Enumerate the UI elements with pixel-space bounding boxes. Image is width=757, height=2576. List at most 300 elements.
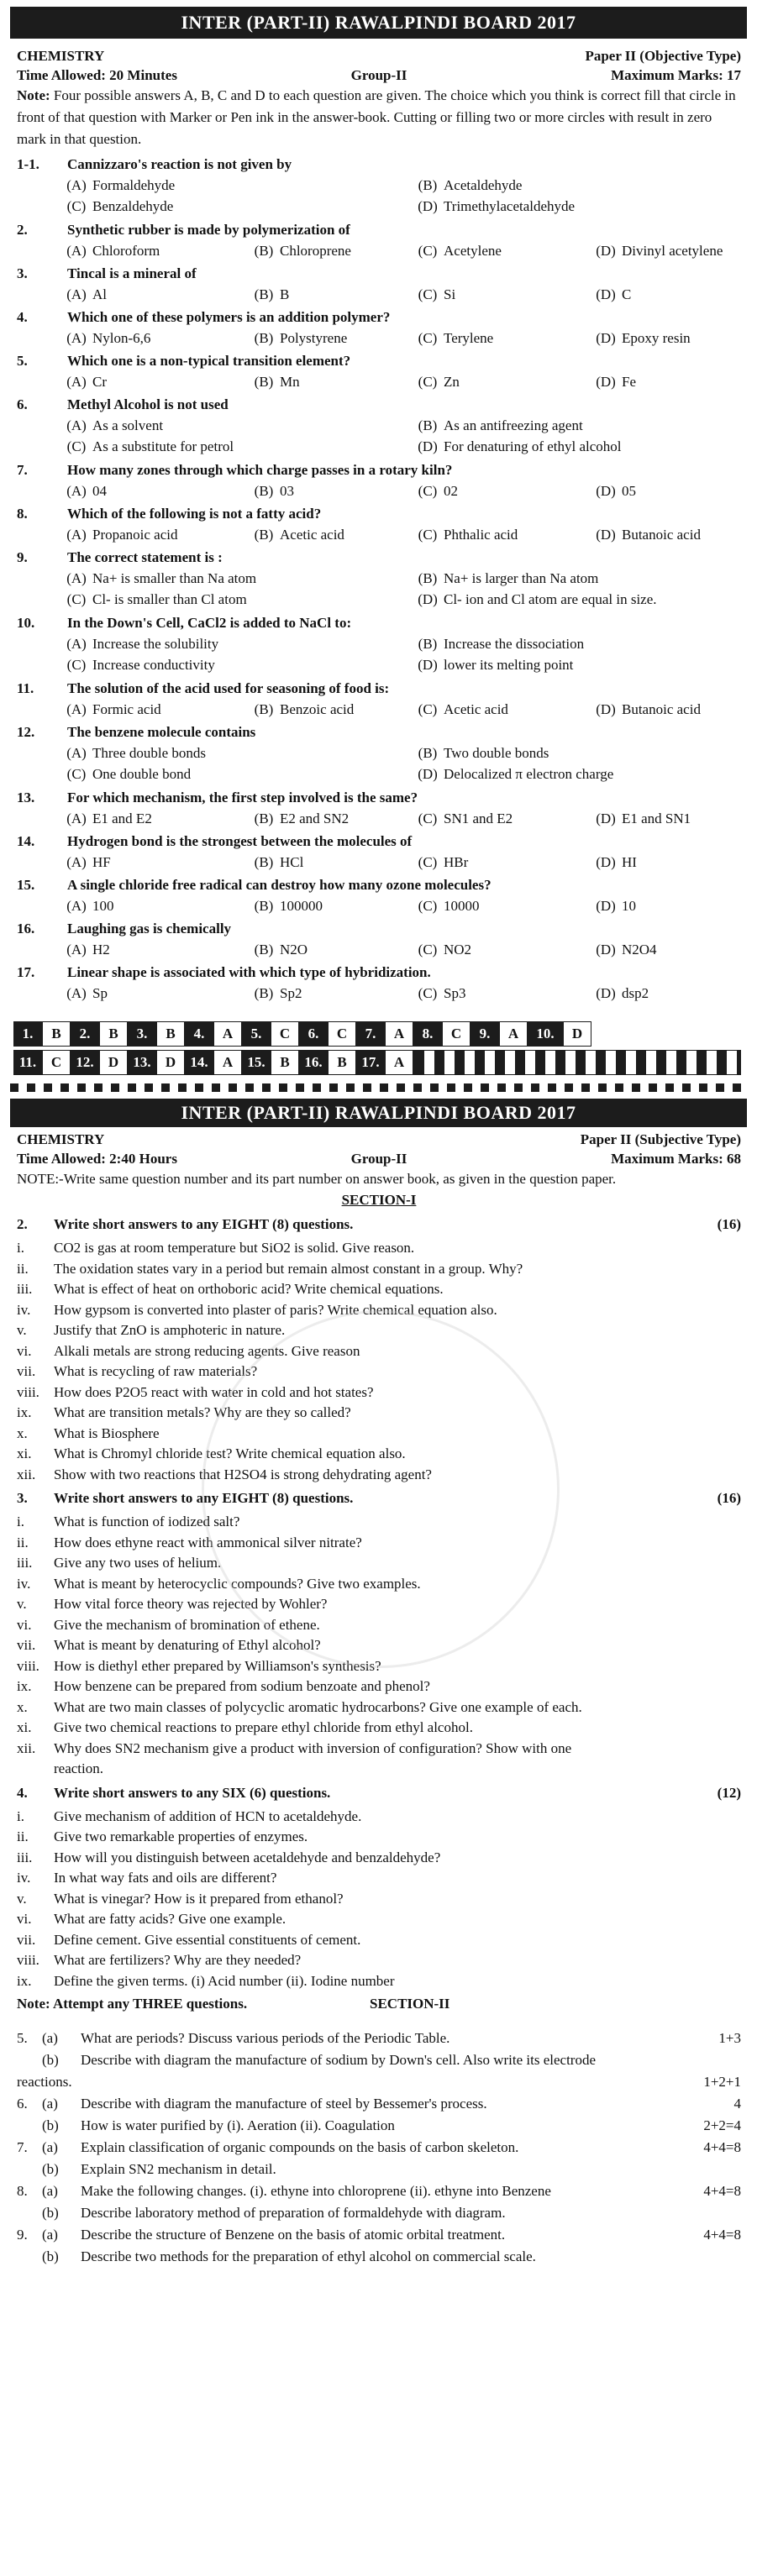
item-numeral: v. [17, 1596, 27, 1612]
option-text: 03 [280, 483, 294, 499]
option-letter: (B) [418, 417, 438, 433]
paper-type-label: Paper II (Objective Type) [585, 48, 741, 64]
item-text: What is Chromyl chloride test? Write chemical equation also. [54, 1445, 406, 1461]
item-text: What is Biosphere [54, 1424, 160, 1441]
item-text: Give two remarkable properties of enzymes. [54, 1828, 308, 1844]
question-number: 8. [17, 506, 28, 522]
answer-option[interactable] [248, 328, 347, 349]
option-letter: (A) [66, 701, 87, 717]
option-letter: (C) [66, 657, 87, 673]
paper-type-label: Paper II (Subjective Type) [580, 1131, 741, 1147]
answer-key-letter: D [563, 1021, 591, 1047]
option-letter: (D) [596, 942, 616, 957]
option-letter: (A) [66, 177, 87, 193]
answer-option[interactable] [248, 241, 351, 261]
option-letter: (A) [66, 483, 87, 499]
question-number: 17. [17, 964, 35, 980]
question-stem: Cannizzaro's reaction is not given by [67, 156, 292, 172]
option-text: Cr [92, 374, 107, 390]
part-marks: 4+4=8 [703, 2139, 741, 2155]
option-text: HI [622, 854, 637, 870]
item-text: Give any two uses of helium. [54, 1555, 222, 1571]
option-letter: (D) [418, 438, 438, 454]
option-text: Acetylene [444, 243, 502, 259]
option-text: Chloroform [92, 243, 160, 259]
option-letter: (B) [254, 898, 274, 914]
question-number: 1-1. [17, 156, 39, 172]
option-text: 05 [622, 483, 636, 499]
option-text: Two double bonds [444, 745, 549, 761]
item-numeral: x. [17, 1424, 28, 1441]
answer-option[interactable] [412, 569, 598, 589]
option-letter: (D) [596, 286, 616, 302]
option-letter: (B) [254, 985, 274, 1001]
objective-question [17, 460, 741, 502]
question-number: 5. [17, 2030, 28, 2046]
option-letter: (B) [254, 854, 274, 870]
option-letter: (D) [418, 657, 438, 673]
answer-option[interactable] [60, 853, 111, 873]
question-number: 11. [17, 680, 34, 696]
option-letter: (A) [66, 745, 87, 761]
answer-option[interactable] [412, 896, 480, 916]
item-numeral: i. [17, 1807, 24, 1824]
answer-key-number: 17. [356, 1050, 385, 1075]
answer-option[interactable] [60, 197, 173, 217]
part-marks: 4+4=8 [703, 2183, 741, 2199]
question-stem: Which of the following is not a fatty acid? [67, 506, 322, 522]
answer-option[interactable] [590, 700, 701, 720]
option-letter: (B) [254, 942, 274, 957]
question-stem: Tincal is a mineral of [67, 265, 197, 281]
answer-option[interactable] [60, 590, 247, 610]
option-letter: (A) [66, 243, 87, 259]
option-letter: (C) [418, 483, 438, 499]
answer-option[interactable] [590, 241, 723, 261]
subjective-note [17, 1170, 741, 1188]
question-number: 6. [17, 2096, 28, 2112]
option-text: Benzaldehyde [92, 198, 174, 214]
option-text: lower its melting point [444, 657, 574, 673]
option-letter: (B) [254, 330, 274, 346]
option-letter: (D) [596, 811, 616, 826]
checker-divider [10, 1083, 747, 1092]
option-letter: (A) [66, 942, 87, 957]
question-number: 4. [17, 1784, 28, 1801]
question-number: 16. [17, 921, 35, 936]
answer-option[interactable] [60, 655, 215, 675]
question-number: 9. [17, 2227, 28, 2243]
answer-key-letter: A [499, 1021, 528, 1047]
item-text: Justify that ZnO is amphoteric in nature. [54, 1322, 286, 1338]
option-text: NO2 [444, 942, 472, 957]
option-text: E1 and SN1 [622, 811, 691, 826]
answer-option[interactable] [590, 328, 691, 349]
option-text: Increase the dissociation [444, 636, 585, 652]
answer-option[interactable] [412, 940, 471, 960]
answer-key-number: 7. [356, 1021, 385, 1047]
answer-option[interactable] [60, 940, 110, 960]
note-label: Note: [17, 87, 50, 103]
part-text: Explain classification of organic compounds on the basis of carbon skeleton. [81, 2139, 519, 2155]
option-letter: (A) [66, 811, 87, 826]
answer-key-letter: C [442, 1021, 470, 1047]
objective-banner: INTER (PART-II) RAWALPINDI BOARD 2017 [10, 7, 747, 39]
objective-question [17, 832, 741, 874]
option-text: Increase conductivity [92, 657, 215, 673]
answer-option[interactable] [248, 285, 289, 305]
answer-option[interactable] [60, 569, 256, 589]
part-text: Describe two methods for the preparation of ethyl alcohol on commercial scale. [81, 2248, 536, 2264]
part-label: (a) [42, 2139, 58, 2155]
answer-key-number: 4. [185, 1021, 213, 1047]
answer-option[interactable] [412, 853, 468, 873]
question-stem: Which one of these polymers is an addition polymer? [67, 309, 391, 325]
note-text: Four possible answers A, B, C and D to each question are given. The choice which you think is correct fill that circle in front of that question with Marker or Pen ink in the answer-book. Cutting or filling two or more circles with result in zero mark in that question. [17, 87, 736, 147]
option-letter: (B) [254, 243, 274, 259]
answer-option[interactable] [412, 525, 518, 545]
option-letter: (B) [254, 286, 274, 302]
option-text: Butanoic acid [622, 701, 701, 717]
answer-key-number: 6. [299, 1021, 328, 1047]
answer-option[interactable] [60, 634, 218, 654]
option-letter: (A) [66, 330, 87, 346]
answer-option[interactable] [60, 743, 206, 763]
answer-option[interactable] [248, 984, 302, 1004]
question-number: 5. [17, 353, 28, 369]
option-text: Divinyl acetylene [622, 243, 723, 259]
item-text: What is recycling of raw materials? [54, 1363, 258, 1379]
answer-option[interactable] [590, 525, 701, 545]
question-number: 7. [17, 2139, 28, 2155]
item-text: How gypsom is converted into plaster of paris? Write chemical equation also. [54, 1301, 497, 1318]
answer-option[interactable] [412, 416, 583, 436]
question-stem: Methyl Alcohol is not used [67, 396, 229, 412]
item-numeral: ii. [17, 1260, 29, 1277]
item-numeral: ii. [17, 1828, 29, 1844]
answer-key-letter: B [42, 1021, 71, 1047]
item-text: What is vinegar? How is it prepared from ethanol? [54, 1890, 344, 1907]
option-text: Mn [280, 374, 300, 390]
option-letter: (C) [418, 701, 438, 717]
answer-key-letter: A [385, 1050, 413, 1075]
option-text: As an antifreezing agent [444, 417, 583, 433]
item-numeral: xi. [17, 1445, 32, 1461]
question-title: Write short answers to any EIGHT (8) questions. [54, 1216, 354, 1232]
item-numeral: v. [17, 1890, 27, 1907]
objective-question [17, 264, 741, 306]
item-numeral: vii. [17, 1931, 36, 1948]
option-letter: (B) [418, 636, 438, 652]
question-number: 3. [17, 265, 28, 281]
item-numeral: viii. [17, 1952, 39, 1968]
time-allowed-label: Time Allowed: 2:40 Hours [17, 1151, 177, 1167]
answer-key-number: 3. [128, 1021, 156, 1047]
part-label: (a) [42, 2030, 58, 2046]
option-text: Terylene [444, 330, 494, 346]
question-number: 3. [17, 1490, 28, 1506]
option-text: H2 [92, 942, 110, 957]
item-numeral: viii. [17, 1383, 39, 1400]
answer-option[interactable] [412, 285, 455, 305]
part-label: (b) [42, 2161, 59, 2177]
option-text: Acetic acid [280, 527, 344, 543]
answer-key-number: 14. [185, 1050, 213, 1075]
option-letter: (B) [254, 811, 274, 826]
item-text: Define cement. Give essential constituents of cement. [54, 1931, 361, 1948]
part-text: How is water purified by (i). Aeration (ii). Coagulation [81, 2117, 395, 2133]
option-text: Cl- ion and Cl atom are equal in size. [444, 591, 657, 607]
part-marks: 4+4=8 [703, 2227, 741, 2243]
answer-option[interactable] [412, 700, 508, 720]
option-text: N2O [280, 942, 308, 957]
answer-option[interactable] [60, 481, 107, 501]
answer-option[interactable] [412, 984, 465, 1004]
answer-option[interactable] [590, 896, 636, 916]
option-letter: (D) [418, 198, 438, 214]
option-letter: (B) [254, 527, 274, 543]
option-letter: (B) [254, 701, 274, 717]
item-text: What is function of iodized salt? [54, 1514, 240, 1529]
item-numeral: iv. [17, 1870, 31, 1886]
answer-option[interactable] [248, 700, 354, 720]
item-text: CO2 is gas at room temperature but SiO2 is solid. Give reason. [54, 1240, 415, 1256]
option-text: Nylon-6,6 [92, 330, 151, 346]
question-stem: Laughing gas is chemically [67, 921, 232, 936]
item-numeral: x. [17, 1698, 28, 1715]
option-letter: (A) [66, 286, 87, 302]
answer-option[interactable] [248, 853, 303, 873]
item-numeral: xii. [17, 1466, 36, 1482]
answer-key-number: 2. [71, 1021, 99, 1047]
item-numeral: vi. [17, 1616, 32, 1633]
answer-key-letter: A [385, 1021, 413, 1047]
answer-option[interactable] [412, 328, 493, 349]
answer-option[interactable] [590, 809, 691, 829]
option-text: HCl [280, 854, 304, 870]
option-letter: (A) [66, 854, 87, 870]
answer-option[interactable] [248, 372, 300, 392]
part-label: (b) [42, 2205, 59, 2221]
answer-option[interactable] [60, 437, 234, 457]
subjective-header-row-1 [17, 1131, 741, 1149]
answer-option[interactable] [60, 764, 191, 784]
answer-option[interactable] [412, 655, 573, 675]
option-text: SN1 and E2 [444, 811, 513, 826]
option-text: Delocalized π electron charge [444, 766, 614, 782]
question-number: 6. [17, 396, 28, 412]
option-text: Acetaldehyde [444, 177, 523, 193]
section-2-heading [17, 1995, 741, 2013]
option-text: Butanoic acid [622, 527, 701, 543]
answer-key-row [13, 1021, 741, 1047]
part-text: What are periods? Discuss various periods of the Periodic Table. [81, 2030, 450, 2046]
question-number: 15. [17, 877, 35, 893]
item-text: What is meant by denaturing of Ethyl alcohol? [54, 1637, 321, 1653]
option-text: Trimethylacetaldehyde [444, 198, 576, 214]
option-letter: (B) [418, 745, 438, 761]
part-marks: 1+3 [718, 2030, 741, 2046]
answer-option[interactable] [590, 372, 636, 392]
item-numeral: xi. [17, 1719, 32, 1735]
option-letter: (A) [66, 570, 87, 586]
option-letter: (A) [66, 527, 87, 543]
answer-key-letter: A [213, 1021, 242, 1047]
answer-option[interactable] [590, 940, 657, 960]
item-text: Give mechanism of addition of HCN to acetaldehyde. [54, 1807, 362, 1824]
item-text: Give the mechanism of bromination of ethene. [54, 1616, 320, 1633]
answer-key-number: 16. [299, 1050, 328, 1075]
option-letter: (A) [66, 898, 87, 914]
item-text: What is meant by heterocyclic compounds? Give two examples. [54, 1575, 421, 1592]
option-letter: (B) [418, 177, 438, 193]
section-title: SECTION-II [370, 1996, 450, 2012]
answer-key-row [13, 1050, 741, 1075]
answer-option[interactable] [248, 940, 308, 960]
option-letter: (B) [254, 483, 274, 499]
option-letter: (C) [66, 591, 87, 607]
answer-option[interactable] [412, 590, 657, 610]
answer-option[interactable] [412, 437, 622, 457]
answer-option[interactable] [60, 241, 160, 261]
answer-option[interactable] [60, 328, 150, 349]
option-text: 100 [92, 898, 114, 914]
option-text: E1 and E2 [92, 811, 152, 826]
item-text: How will you distinguish between acetaldehyde and benzaldehyde? [54, 1849, 441, 1865]
answer-key-number: 12. [71, 1050, 99, 1075]
part-marks: 1+2+1 [703, 2074, 741, 2090]
answer-option[interactable] [412, 809, 513, 829]
option-letter: (C) [418, 330, 438, 346]
item-text: Why does SN2 mechanism give a product with inversion of configuration? Show with one [54, 1739, 572, 1756]
answer-key-letter: B [99, 1021, 128, 1047]
objective-question [17, 679, 741, 721]
time-allowed-label: Time Allowed: 20 Minutes [17, 67, 177, 83]
subjective-banner: INTER (PART-II) RAWALPINDI BOARD 2017 [10, 1099, 747, 1127]
option-letter: (D) [596, 483, 616, 499]
item-numeral: ii. [17, 1534, 29, 1550]
answer-option[interactable] [60, 372, 107, 392]
item-numeral: iii. [17, 1849, 33, 1865]
item-numeral: viii. [17, 1657, 39, 1674]
answer-option[interactable] [60, 525, 178, 545]
answer-option[interactable] [412, 743, 549, 763]
option-text: B [280, 286, 290, 302]
subject-label: CHEMISTRY [17, 48, 105, 64]
answer-option[interactable] [248, 481, 294, 501]
answer-option[interactable] [60, 809, 152, 829]
part-text: Describe laboratory method of preparation of formaldehyde with diagram. [81, 2205, 506, 2221]
option-letter: (A) [66, 985, 87, 1001]
question-stem: Hydrogen bond is the strongest between the molecules of [67, 833, 413, 849]
answer-key-number: 9. [470, 1021, 499, 1047]
objective-question [17, 722, 741, 786]
option-text: Benzoic acid [280, 701, 355, 717]
answer-option[interactable] [248, 809, 349, 829]
answer-option[interactable] [248, 525, 344, 545]
section-title: SECTION-I [341, 1192, 417, 1208]
option-text: C [622, 286, 632, 302]
answer-option[interactable] [60, 285, 107, 305]
question-stem: The solution of the acid used for seasoning of food is: [67, 680, 390, 696]
option-text: Na+ is smaller than Na atom [92, 570, 257, 586]
item-text: What are fertilizers? Why are they needed? [54, 1952, 302, 1968]
option-text: 10000 [444, 898, 480, 914]
item-numeral: iii. [17, 1555, 33, 1571]
question-title: Write short answers to any SIX (6) questions. [54, 1784, 331, 1801]
answer-key-number: 8. [413, 1021, 442, 1047]
option-text: Formic acid [92, 701, 161, 717]
option-letter: (C) [418, 898, 438, 914]
answer-option[interactable] [60, 896, 114, 916]
answer-key-letter: B [328, 1050, 356, 1075]
item-text: Define the given terms. (i) Acid number (ii). Iodine number [54, 1972, 395, 1989]
answer-option[interactable] [60, 416, 163, 436]
answer-key-letter: C [42, 1050, 71, 1075]
question-stem: Linear shape is associated with which type of hybridization. [67, 964, 431, 980]
answer-option[interactable] [412, 634, 584, 654]
question-stem: The benzene molecule contains [67, 724, 256, 740]
item-numeral: v. [17, 1322, 27, 1338]
option-letter: (D) [596, 854, 616, 870]
answer-option[interactable] [412, 481, 458, 501]
option-text: Propanoic acid [92, 527, 178, 543]
option-letter: (D) [596, 898, 616, 914]
option-letter: (C) [418, 985, 438, 1001]
option-text: Increase the solubility [92, 636, 219, 652]
question-number: 7. [17, 462, 28, 478]
answer-key-number: 1. [13, 1021, 42, 1047]
option-text: 100000 [280, 898, 323, 914]
option-text: Na+ is larger than Na atom [444, 570, 599, 586]
answer-option[interactable] [60, 700, 161, 720]
option-letter: (D) [596, 527, 616, 543]
option-text: Zn [444, 374, 460, 390]
item-text: How is diethyl ether prepared by Williamson's synthesis? [54, 1657, 381, 1674]
answer-option[interactable] [60, 176, 175, 196]
question-number: 2. [17, 1216, 28, 1232]
question-stem: A single chloride free radical can destroy how many ozone molecules? [67, 877, 492, 893]
objective-question [17, 613, 741, 677]
answer-option[interactable] [412, 241, 502, 261]
answer-option[interactable] [248, 896, 323, 916]
answer-option[interactable] [590, 481, 636, 501]
answer-option[interactable] [412, 372, 460, 392]
answer-key-grid [13, 1021, 741, 1077]
answer-key-number: 13. [128, 1050, 156, 1075]
option-text: 02 [444, 483, 458, 499]
option-letter: (C) [418, 854, 438, 870]
item-numeral: iv. [17, 1301, 31, 1318]
answer-option[interactable] [412, 176, 522, 196]
answer-option[interactable] [590, 853, 637, 873]
answer-option[interactable] [60, 984, 108, 1004]
answer-option[interactable] [412, 764, 613, 784]
answer-option[interactable] [412, 197, 575, 217]
answer-option[interactable] [590, 984, 649, 1004]
option-letter: (D) [596, 374, 616, 390]
option-letter: (C) [418, 286, 438, 302]
item-text: Show with two reactions that H2SO4 is strong dehydrating agent? [54, 1466, 432, 1482]
answer-key-letter: D [156, 1050, 185, 1075]
answer-option[interactable] [590, 285, 631, 305]
item-text: What are fatty acids? Give one example. [54, 1911, 287, 1927]
option-letter: (C) [66, 198, 87, 214]
objective-question [17, 307, 741, 349]
option-text: Si [444, 286, 456, 302]
option-text: Polystyrene [280, 330, 348, 346]
objective-question [17, 351, 741, 393]
